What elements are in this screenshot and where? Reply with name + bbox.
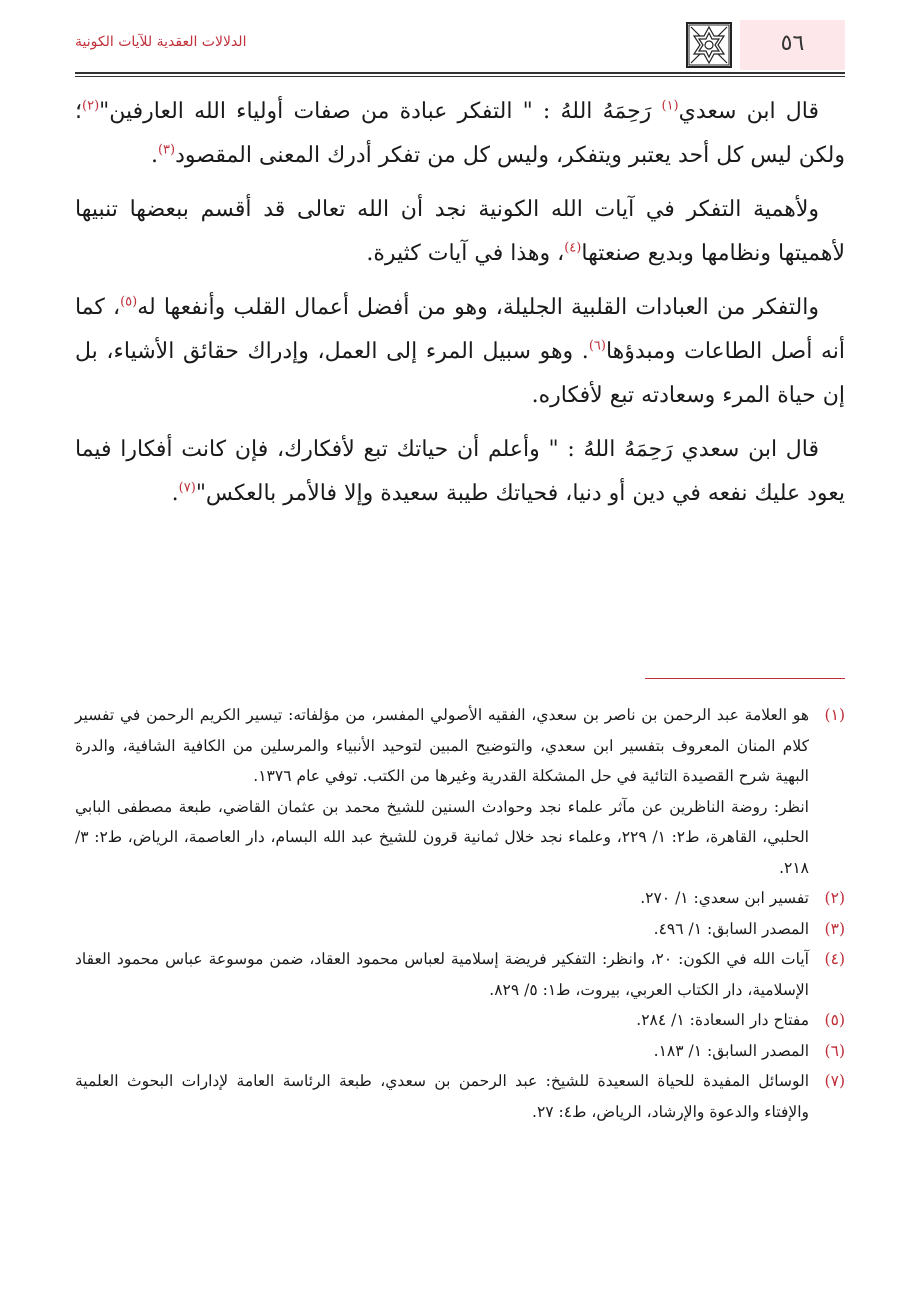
footnote-item (75, 1005, 845, 1036)
footnote-text: مفتاح دار السعادة: ١/ ٢٨٤. (636, 1011, 809, 1029)
footnote-text: المصدر السابق: ١/ ١٨٣. (653, 1041, 809, 1060)
footnote-item (75, 1036, 845, 1067)
geometric-ornament-icon (686, 22, 732, 68)
footnote-number: (٢) (824, 889, 845, 907)
footnote-text: تفسير ابن سعدي: ١/ ٢٧٠. (640, 889, 809, 907)
paragraph-4: قال ابن سعدي رَحِمَهُ اللهُ : " وأعلم أن حياتك تبع لأفكارك، فإن كانت أفكارا فيما يعود عليك نفعه في دين أو دنيا، فحياتك طيبة سعيدة وإلا فالأمر بالعكس"$^{(٧)}$. (75, 437, 845, 506)
footnote-text: هو العلامة عبد الرحمن بن ناصر بن سعدي، الفقيه الأصولي المفسر، من مؤلفاته: تيسير الكريم الرحمن في تفسير كلام المنان المعروف بتفسير ابن سعدي، والتوضيح المبين لتوحيد الأنبياء والمرسلين من الكافية الشافية، والدرة البهية شرح القصيدة التائية في حل المشكلة القدرية وغيرها من الكتب. توفي عام ١٣٧٦. (75, 706, 809, 785)
page-number: ٥٦ (740, 20, 845, 70)
footnote-number: (١) (824, 706, 845, 724)
footnote-ref[interactable]: (٧) (178, 480, 196, 496)
footnote-number: (٦) (824, 1041, 845, 1060)
footnote-ref[interactable]: (١) (661, 98, 679, 114)
running-title: الدلالات العقدية للآيات الكونية (75, 34, 247, 50)
footnote-ref[interactable]: (٢) (82, 98, 100, 114)
footnotes (75, 700, 845, 1127)
footnote-number: (٧) (824, 1072, 845, 1090)
footnote-number: (٤) (824, 950, 845, 968)
footnote-ref[interactable]: (٤) (564, 240, 582, 256)
paragraph-2: ولأهمية التفكر في آيات الله الكونية نجد أن الله تعالى قد أقسم ببعضها تنبيها لأهميتها ونظامها وبديع صنعتها$^{(٤)}$، وهذا في آيات كثيرة. (75, 197, 845, 266)
footnote-separator (645, 678, 845, 679)
main-text (75, 90, 845, 526)
footnote-ref[interactable]: (٦) (588, 338, 606, 354)
footnote-item (75, 1066, 845, 1127)
footnote-item (75, 883, 845, 914)
footnote-ref[interactable]: (٥) (120, 294, 138, 310)
footnote-text: الوسائل المفيدة للحياة السعيدة للشيخ: عبد الرحمن بن سعدي، طبعة الرئاسة العامة لإدارات البحوث العلمية والإفتاء والدعوة والإرشاد، الرياض، ط٤: ٢٧. (75, 1072, 809, 1121)
footnote-number: (٥) (824, 1011, 845, 1029)
footnote-number: (٣) (824, 919, 845, 938)
header-rule-thin (75, 76, 845, 77)
footnote-text: آيات الله في الكون: ٢٠، وانظر: التفكير فريضة إسلامية لعباس محمود العقاد، ضمن موسوعة عباس محمود العقاد الإسلامية، دار الكتاب العربي، بيروت، ط١: ٥/ ٨٢٩. (75, 950, 809, 999)
footnote-item (75, 792, 845, 884)
footnote-ref[interactable]: (٣) (157, 142, 176, 158)
footnote-text: المصدر السابق: ١/ ٤٩٦. (653, 919, 809, 938)
paragraph-1: قال ابن سعدي$^{(١)}$ رَحِمَهُ اللهُ : " التفكر عبادة من صفات أولياء الله العارفين"$^{(٢)}$؛ ولكن ليس كل أحد يعتبر ويتفكر، وليس كل من تفكر أدرك المعنى المقصود$^{(٣)}$. (75, 98, 845, 168)
footnote-item (75, 700, 845, 792)
paragraph-3: والتفكر من العبادات القلبية الجليلة، وهو من أفضل أعمال القلب وأنفعها له$^{(٥)}$، كما أنه أصل الطاعات ومبدؤها$^{(٦)}$. وهو سبيل المرء إلى العمل، وإدراك حقائق الأشياء، بل إن حياة المرء وسعادته تبع لأفكاره. (75, 294, 845, 408)
footnote-item (75, 914, 845, 945)
footnote-text: انظر: روضة الناظرين عن مآثر علماء نجد وحوادث السنين للشيخ محمد بن عثمان القاضي، طبعة مصطفى البابي الحلبي، القاهرة، ط٢: ١/ ٢٢٩، وعلماء نجد خلال ثمانية قرون للشيخ عبد الله البسام، دار العاصمة، الرياض، ط٢: ٣/ ٢١٨. (75, 797, 809, 877)
header-rule (75, 72, 845, 74)
footnote-item (75, 944, 845, 1005)
page-header (75, 20, 845, 72)
